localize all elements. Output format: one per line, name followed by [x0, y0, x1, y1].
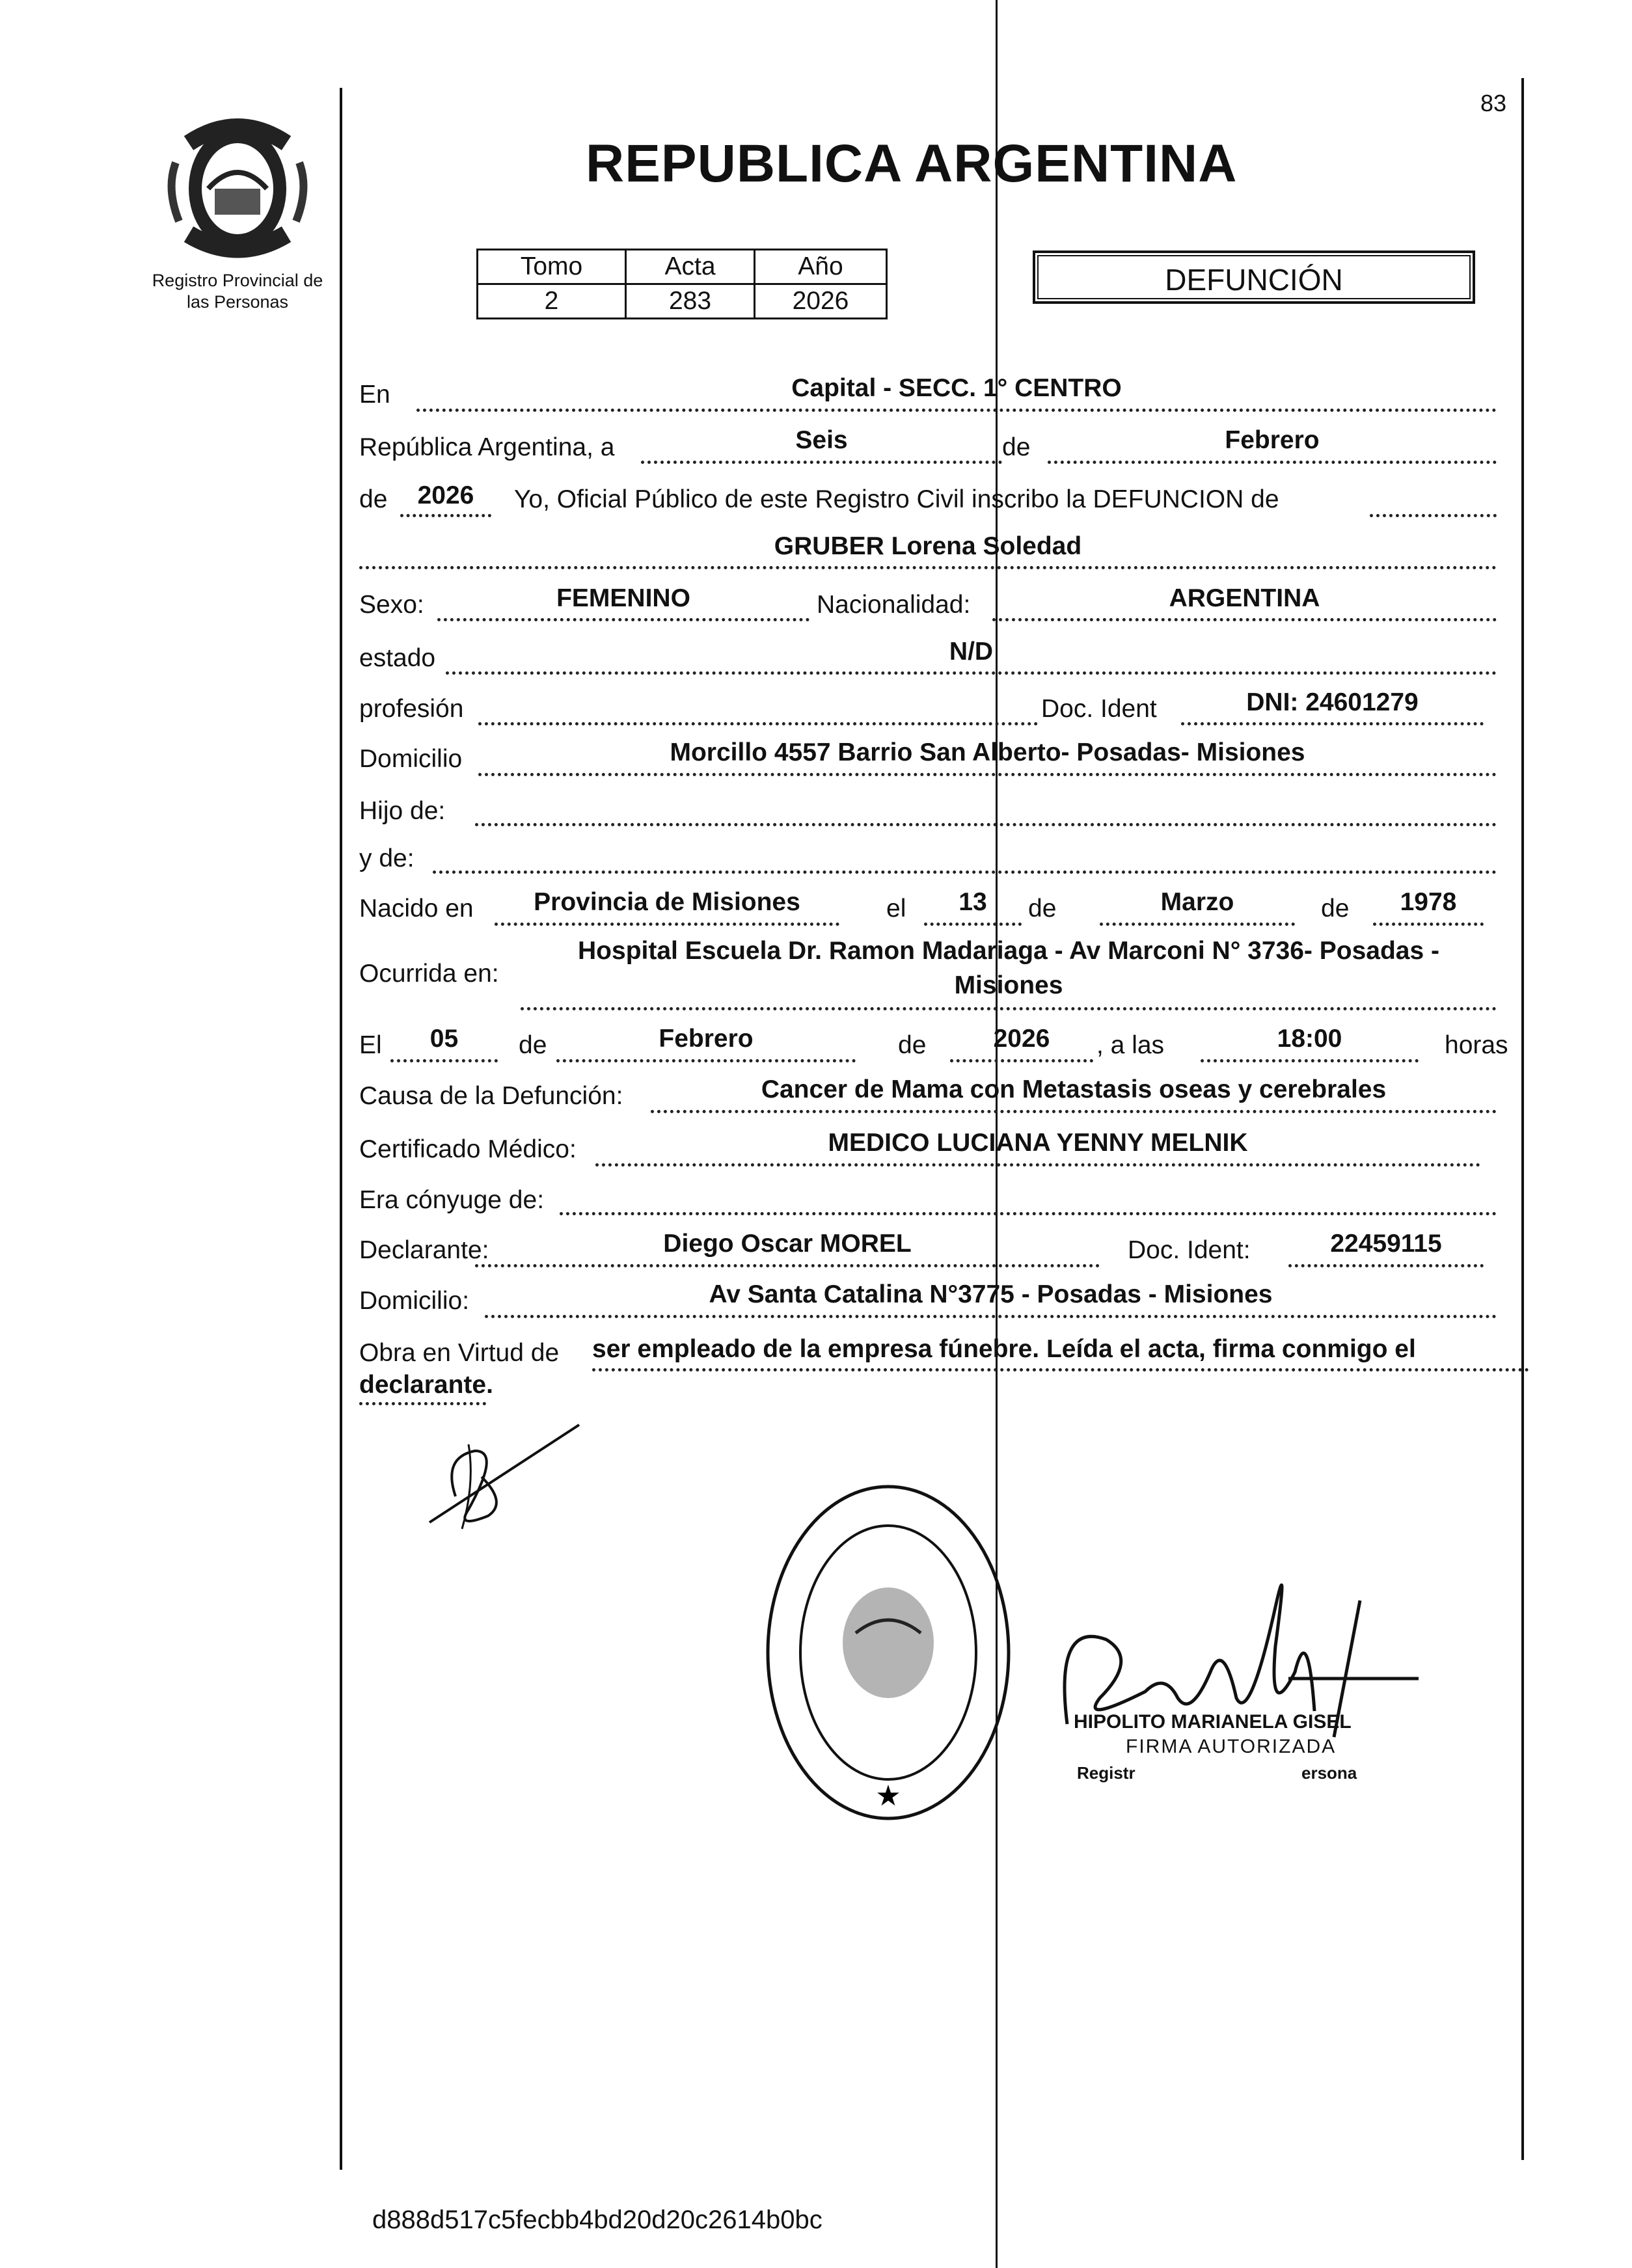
nacionalidad-value: ARGENTINA: [1169, 584, 1320, 612]
obra-label: Obra en Virtud de: [359, 1339, 560, 1367]
nacionalidad-label: Nacionalidad:: [817, 591, 971, 619]
logo-caption: [130, 270, 345, 313]
signer-role: FIRMA AUTORIZADA: [1126, 1736, 1337, 1757]
registry-value-tomo: 2: [478, 284, 626, 319]
fallec-hora: 18:00: [1277, 1025, 1342, 1053]
declarant-signature: [416, 1418, 586, 1535]
declarante-domicilio-dotted-line: [485, 1315, 1497, 1318]
en-dotted-line: [416, 409, 1497, 412]
fallec-dia: 05: [429, 1025, 459, 1053]
right-margin-line: [1521, 78, 1524, 2160]
logo-caption-line2: las Personas: [186, 292, 289, 312]
estado-dotted-line: [446, 671, 1497, 675]
yde-label: y de:: [359, 844, 415, 872]
registry-header-anio: Año: [755, 250, 887, 284]
estado-label: estado: [359, 644, 436, 672]
oficial-text: Yo, Oficial Público de este Registro Civil inscribo la DEFUNCION de: [514, 485, 1279, 513]
oficial-dotted-line: [1370, 514, 1497, 517]
nacido-anio-dotted-line: [1373, 923, 1484, 926]
registry-stamp: [758, 1477, 1018, 1828]
certificado-dotted-line: [595, 1163, 1480, 1167]
signer-org-right: ersona: [1301, 1763, 1357, 1783]
doc-ident-label: Doc. Ident: [1041, 695, 1157, 723]
conyuge-dotted-line: [560, 1212, 1497, 1215]
nacionalidad-dotted-line: [992, 618, 1497, 621]
causa-dotted-line: [651, 1110, 1497, 1113]
fallec-mes: Febrero: [659, 1025, 754, 1053]
declarante-label: Declarante:: [359, 1236, 489, 1264]
deceased-name: GRUBER Lorena Soledad: [774, 532, 1082, 560]
obra-dotted-line-2: [359, 1402, 486, 1405]
doc-ident-value: DNI: 24601279: [1246, 688, 1419, 716]
deceased-dotted-line: [359, 566, 1497, 569]
registry-header-tomo: Tomo: [478, 250, 626, 284]
fallec-hora-dotted-line: [1201, 1059, 1419, 1062]
yde-dotted-line: [433, 871, 1497, 874]
registry-header-acta: Acta: [626, 250, 755, 284]
estado-value: N/D: [949, 638, 994, 666]
el-label-2: El: [359, 1031, 382, 1059]
nacido-label: Nacido en: [359, 895, 474, 923]
year-value: 2026: [417, 481, 474, 509]
page-number: 83: [1480, 90, 1507, 116]
registry-value-row: [478, 284, 887, 319]
nacido-anio: 1978: [1400, 888, 1457, 916]
declarante-value: Diego Oscar MOREL: [663, 1230, 912, 1258]
domicilio-label: Domicilio: [359, 745, 463, 773]
document-hash: d888d517c5fecbb4bd20d20c2614b0bc: [372, 2206, 823, 2234]
en-value: Capital - SECC. 1° CENTRO: [791, 374, 1122, 402]
a-las-label: , a las: [1096, 1031, 1165, 1059]
doc-ident-dotted-line: [1181, 722, 1484, 725]
de-label-4: de: [1321, 895, 1350, 923]
causa-label: Causa de la Defunción:: [359, 1082, 623, 1110]
en-label: En: [359, 381, 390, 409]
nacido-mes: Marzo: [1160, 888, 1234, 916]
signer-name: HIPOLITO MARIANELA GISEL: [1074, 1711, 1352, 1733]
causa-value: Cancer de Mama con Metastasis oseas y cerebrales: [761, 1075, 1387, 1103]
domicilio-value: Morcillo 4557 Barrio San Alberto- Posadas- Misiones: [670, 738, 1305, 766]
obra-value-line1: ser empleado de la empresa fúnebre. Leída el acta, firma conmigo el: [592, 1335, 1416, 1363]
de-label-3: de: [1028, 895, 1057, 923]
ocurrida-line2: Misiones: [954, 971, 1063, 999]
de-label-6: de: [898, 1031, 927, 1059]
page-title: REPUBLICA ARGENTINA: [586, 134, 1238, 193]
republica-label: República Argentina, a: [359, 433, 615, 461]
record-type-box: DEFUNCIÓN: [1033, 250, 1475, 304]
fallec-anio-dotted-line: [950, 1059, 1093, 1062]
logo-caption-line1: Registro Provincial de: [152, 271, 323, 290]
day-dotted-line: [641, 461, 1002, 464]
registry-value-acta: 283: [626, 284, 755, 319]
de-label-1: de: [1002, 433, 1031, 461]
sexo-value: FEMENINO: [556, 584, 690, 612]
fallec-dia-dotted-line: [390, 1059, 498, 1062]
el-label: el: [886, 895, 906, 923]
conyuge-label: Era cónyuge de:: [359, 1186, 545, 1214]
domicilio-label-2: Domicilio:: [359, 1287, 470, 1315]
year-dotted-line: [400, 514, 491, 517]
nacido-dia: 13: [959, 888, 987, 916]
fallec-mes-dotted-line: [556, 1059, 856, 1062]
month-value: Febrero: [1225, 426, 1320, 454]
registry-header-row: [478, 250, 887, 284]
month-dotted-line: [1048, 461, 1497, 464]
de-label-5: de: [519, 1031, 547, 1059]
sexo-dotted-line: [437, 618, 809, 621]
de-label-2: de: [359, 485, 388, 513]
registry-value-anio: 2026: [755, 284, 887, 319]
declarante-doc-dotted-line: [1288, 1264, 1484, 1267]
ocurrida-line1: Hospital Escuela Dr. Ramon Madariaga - Av Marconi N° 3736- Posadas -: [578, 937, 1439, 965]
registry-table: [476, 249, 888, 319]
province-seal-logo: [163, 104, 312, 267]
profesion-label: profesión: [359, 695, 464, 723]
declarante-doc: 22459115: [1330, 1230, 1442, 1258]
nacido-lugar: Provincia de Misiones: [534, 888, 800, 916]
nacido-dia-dotted-line: [924, 923, 1022, 926]
nacido-lugar-dotted-line: [495, 923, 839, 926]
signer-org-left: Registr: [1077, 1763, 1136, 1783]
left-margin-line: [340, 88, 342, 2170]
certificado-value: MEDICO LUCIANA YENNY MELNIK: [828, 1129, 1248, 1157]
declarante-domicilio: Av Santa Catalina N°3775 - Posadas - Misiones: [709, 1280, 1273, 1308]
svg-text:★: ★: [875, 1779, 901, 1813]
ocurrida-label: Ocurrida en:: [359, 960, 499, 988]
obra-value-line2: declarante.: [359, 1371, 493, 1399]
ocurrida-dotted-line: [521, 1007, 1497, 1010]
certificado-label: Certificado Médico:: [359, 1135, 577, 1163]
hijo-label: Hijo de:: [359, 797, 446, 825]
horas-label: horas: [1445, 1031, 1508, 1059]
declarante-dotted-line: [475, 1264, 1100, 1267]
profesion-dotted-line: [478, 722, 1038, 725]
day-word: Seis: [795, 426, 848, 454]
obra-dotted-line-1: [592, 1368, 1529, 1371]
hijo-dotted-line: [475, 823, 1497, 826]
doc-ident-label-2: Doc. Ident:: [1128, 1236, 1251, 1264]
domicilio-dotted-line: [478, 773, 1497, 776]
nacido-mes-dotted-line: [1100, 923, 1295, 926]
sexo-label: Sexo:: [359, 591, 424, 619]
fallec-anio: 2026: [993, 1025, 1050, 1053]
